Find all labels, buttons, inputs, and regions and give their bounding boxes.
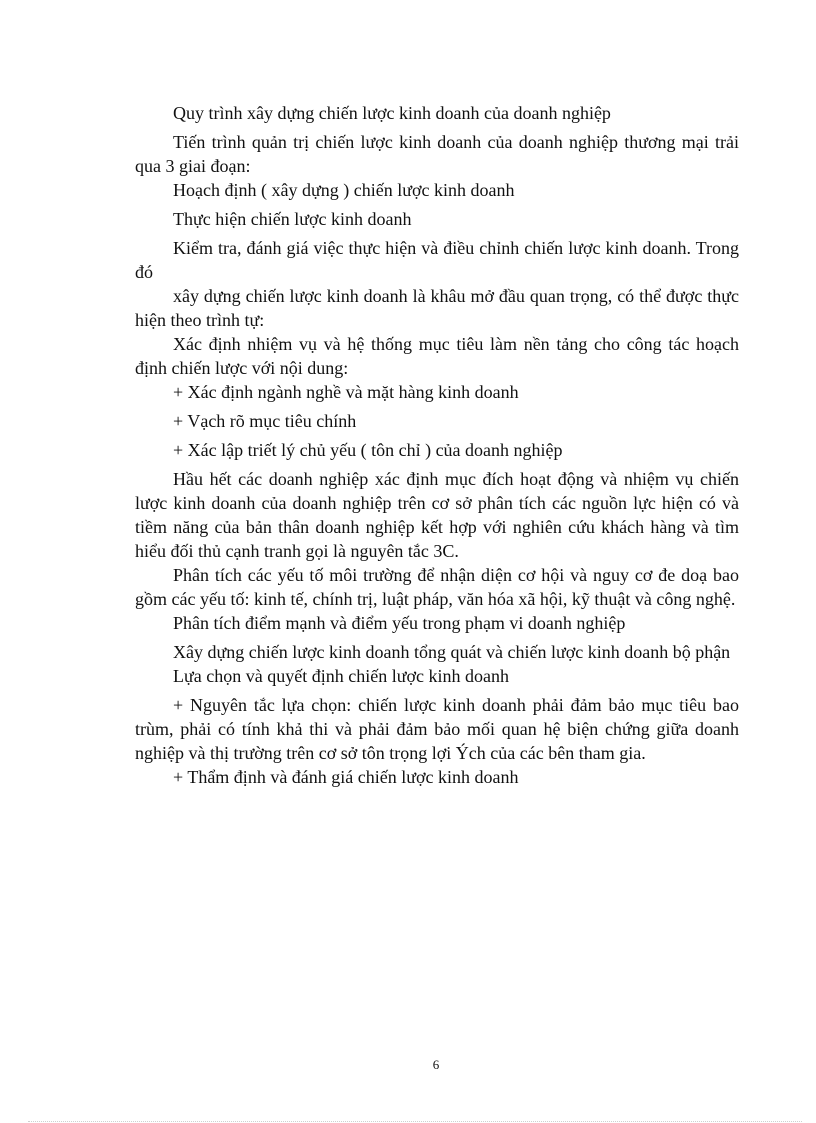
paragraph: Hầu hết các doanh nghiệp xác định mục đích hoạt động và nhiệm vụ chiến lược kinh doanh của doanh nghiệp trên cơ sở phân tích các nguồn lực hiện có và tiềm năng của bản thân doanh nghiệp kết hợp với nghiên cứu khách hàng và tìm hiểu đối thủ cạnh tranh gọi là nguyên tắc 3C. [135,469,739,561]
paragraph: Phân tích điểm mạnh và điểm yếu trong phạm vi doanh nghiệp [173,613,626,633]
paragraph: Kiểm tra, đánh giá việc thực hiện và điều chỉnh chiến lược kinh doanh. Trong đó [135,238,739,282]
list-item: + Xác lập triết lý chủ yếu ( tôn chỉ ) của doanh nghiệp [173,440,563,460]
paragraph: Tiến trình quản trị chiến lược kinh doanh của doanh nghiệp thương mại trải qua 3 giai đoạn: [135,132,739,176]
paragraph: xây dựng chiến lược kinh doanh là khâu mở đầu quan trọng, có thể được thực hiện theo trình tự: [135,286,739,330]
section-heading: Quy trình xây dựng chiến lược kinh doanh của doanh nghiệp [173,103,611,123]
paragraph: Lựa chọn và quyết định chiến lược kinh doanh [173,666,509,686]
list-item: + Nguyên tắc lựa chọn: chiến lược kinh doanh phải đảm bảo mục tiêu bao trùm, phải có tính khả thi và phải đảm bảo mối quan hệ biện chứng giữa doanh nghiệp và thị trường trên cơ sở tôn trọng lợi Ých của các bên tham gia. [135,695,739,763]
page-number: 6 [432,1057,440,1072]
list-item: + Xác định ngành nghề và mặt hàng kinh doanh [173,382,519,402]
list-item: + Vạch rõ mục tiêu chính [173,411,357,431]
paragraph: Hoạch định ( xây dựng ) chiến lược kinh doanh [173,180,515,200]
paragraph: Thực hiện chiến lược kinh doanh [173,209,412,229]
page-divider [28,1121,802,1122]
paragraph: Xác định nhiệm vụ và hệ thống mục tiêu làm nền tảng cho công tác hoạch định chiến lược với nội dung: [135,334,739,378]
list-item: + Thẩm định và đánh giá chiến lược kinh doanh [173,767,519,787]
paragraph: Phân tích các yếu tố môi trường để nhận diện cơ hội và nguy cơ đe doạ bao gồm các yếu tố: kinh tế, chính trị, luật pháp, văn hóa xã hội, kỹ thuật và công nghệ. [135,565,739,609]
paragraph: Xây dựng chiến lược kinh doanh tổng quát và chiến lược kinh doanh bộ phận [173,642,731,662]
page-body [135,101,739,794]
